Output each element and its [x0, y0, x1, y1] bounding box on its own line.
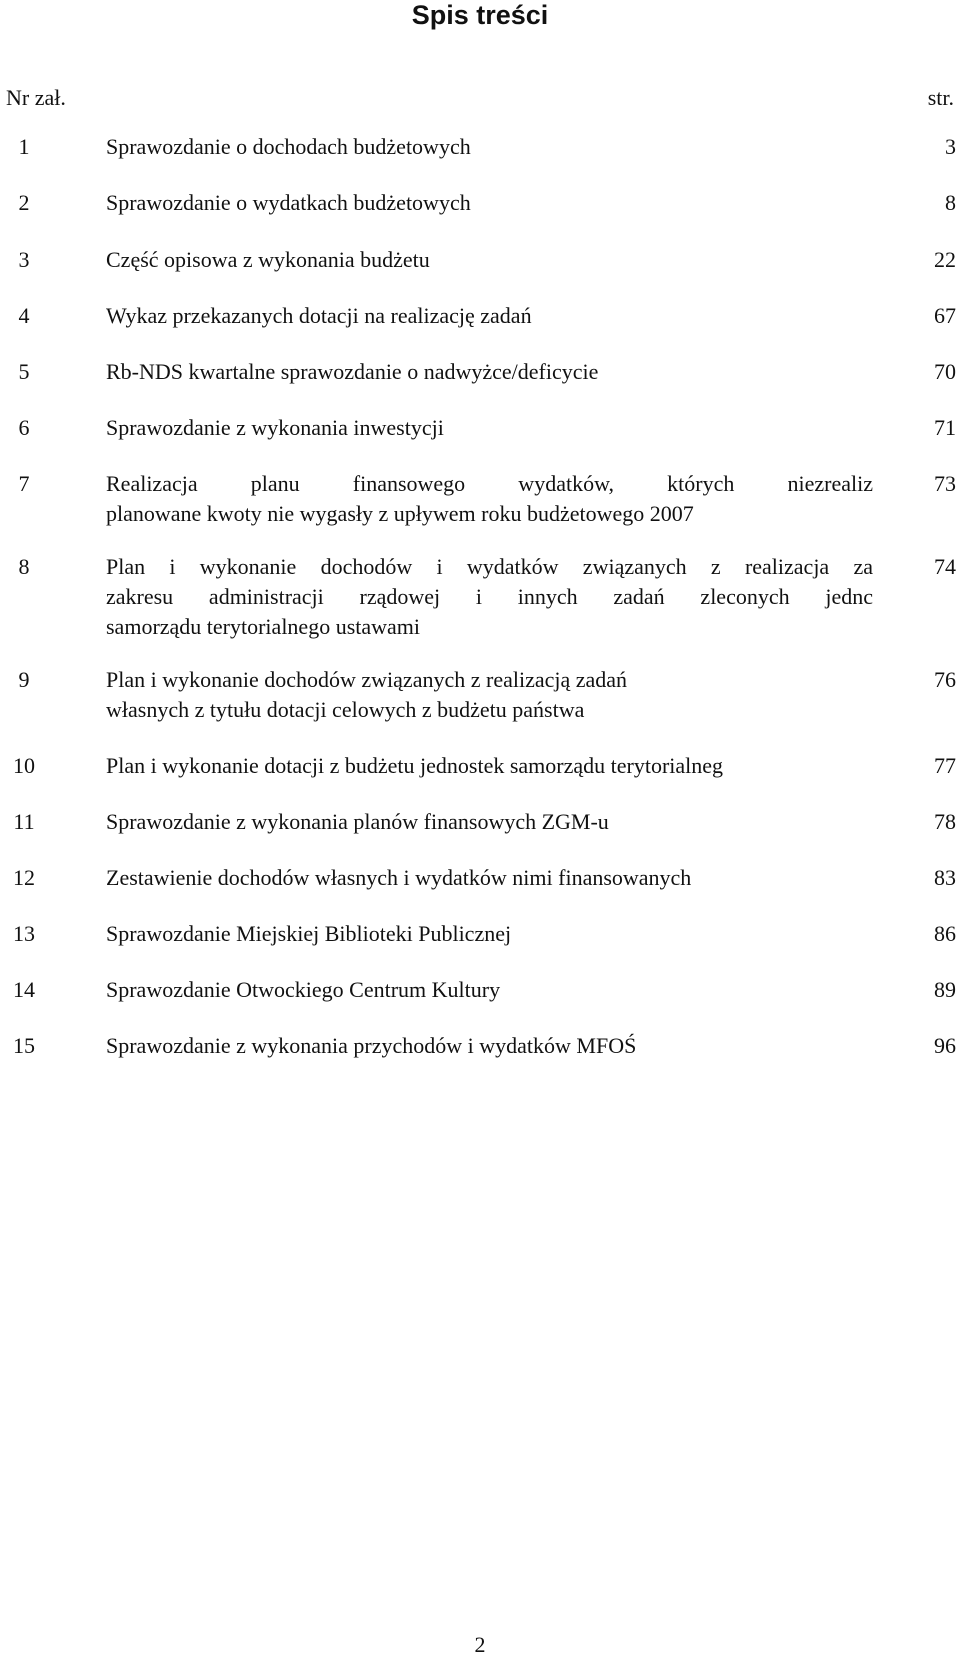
entry-title-line: Plan i wykonanie dotacji z budżetu jednostek samorządu terytorialneg	[106, 753, 724, 778]
entry-number: 6	[18, 415, 30, 440]
entry-number: 8	[18, 554, 30, 579]
entry-number: 3	[18, 247, 30, 272]
entry-title	[106, 469, 873, 529]
entry-title	[106, 413, 873, 443]
entry-title	[106, 552, 873, 642]
entry-number: 1	[18, 134, 30, 159]
entry-title-line: Zestawienie dochodów własnych i wydatków nimi finansowanych	[106, 865, 692, 890]
entry-page-number: 86	[934, 921, 956, 946]
entry-number: 7	[18, 471, 30, 496]
entry-title-line: Realizacja planu finansowego wydatków, których niezrealiz	[106, 471, 873, 496]
entry-page-number: 76	[934, 667, 956, 692]
entry-title	[106, 301, 873, 331]
entry-title	[106, 132, 873, 162]
entry-page-number: 83	[934, 865, 956, 890]
entry-page-number: 71	[934, 415, 956, 440]
entry-page-number: 78	[934, 809, 956, 834]
entry-number: 12	[13, 865, 35, 890]
entry-title-line: Sprawozdanie o dochodach budżetowych	[106, 134, 471, 159]
entry-title	[106, 751, 873, 781]
entry-title-line: Plan i wykonanie dochodów związanych z realizacją zadań	[106, 667, 628, 692]
entry-title	[106, 245, 873, 275]
entry-page-number: 77	[934, 753, 956, 778]
entry-page-number: 74	[934, 554, 956, 579]
entry-page-number: 96	[934, 1033, 956, 1058]
entry-number: 2	[18, 190, 30, 215]
entry-title-line: Sprawozdanie z wykonania inwestycji	[106, 415, 444, 440]
entry-title	[106, 919, 873, 949]
entry-title-line: Część opisowa z wykonania budżetu	[106, 247, 430, 272]
entry-number: 11	[13, 809, 35, 834]
entry-title	[106, 863, 873, 893]
entry-title	[106, 807, 873, 837]
entry-title	[106, 188, 873, 218]
entry-title-line: samorządu terytorialnego ustawami	[106, 614, 421, 639]
entry-title-line: własnych z tytułu dotacji celowych z budżetu państwa	[106, 697, 585, 722]
entry-page-number: 3	[945, 134, 956, 159]
entry-number: 15	[13, 1033, 35, 1058]
entry-page-number: 22	[934, 247, 956, 272]
entry-number: 10	[13, 753, 35, 778]
column-header-page: str.	[927, 85, 954, 110]
entry-title	[106, 975, 873, 1005]
entry-number: 5	[18, 359, 30, 384]
entry-title	[106, 357, 873, 387]
entry-number: 14	[13, 977, 35, 1002]
entry-page-number: 70	[934, 359, 956, 384]
entry-title-line: Sprawozdanie z wykonania przychodów i wydatków MFOŚ	[106, 1033, 637, 1058]
entry-page-number: 73	[934, 471, 956, 496]
entry-title-line: zakresu administracji rządowej i innych zadań zleconych jednc	[106, 584, 873, 609]
entry-title-line: Sprawozdanie Miejskiej Biblioteki Publicznej	[106, 921, 512, 946]
entry-page-number: 67	[934, 303, 956, 328]
entry-number: 9	[18, 667, 30, 692]
entry-title-line: Rb-NDS kwartalne sprawozdanie o nadwyżce/deficycie	[106, 359, 599, 384]
entry-number: 4	[18, 303, 30, 328]
entry-title	[106, 665, 873, 725]
entry-number: 13	[13, 921, 35, 946]
column-header-number: Nr zał.	[6, 85, 66, 110]
entry-title	[106, 1031, 873, 1061]
entry-title-line: Wykaz przekazanych dotacji na realizację zadań	[106, 303, 532, 328]
page-title: Spis treści	[411, 0, 549, 30]
entry-page-number: 8	[945, 190, 956, 215]
entry-page-number: 89	[934, 977, 956, 1002]
entry-title-line: Sprawozdanie Otwockiego Centrum Kultury	[106, 977, 501, 1002]
entry-title-line: Sprawozdanie z wykonania planów finansowych ZGM-u	[106, 809, 609, 834]
page-number: 2	[474, 1632, 486, 1657]
entry-title-line: Plan i wykonanie dochodów i wydatków związanych z realizacja za	[106, 554, 873, 579]
entry-title-line: Sprawozdanie o wydatkach budżetowych	[106, 190, 471, 215]
entry-title-line: planowane kwoty nie wygasły z upływem roku budżetowego 2007	[106, 501, 694, 526]
